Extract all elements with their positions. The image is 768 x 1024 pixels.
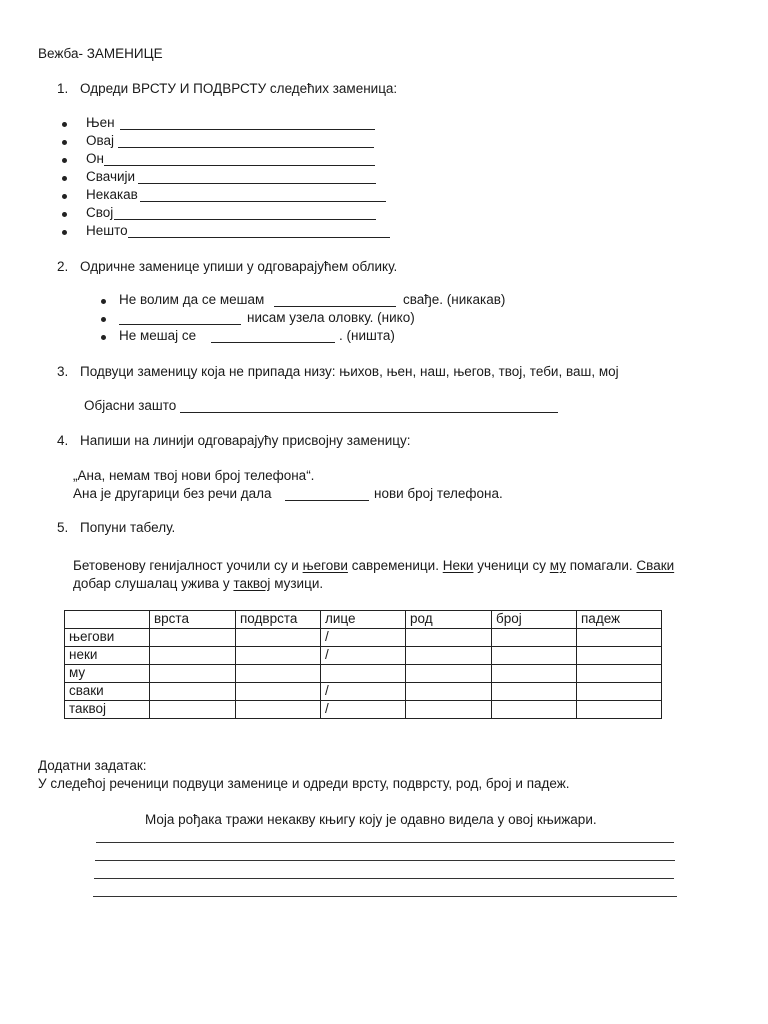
answer-line[interactable] — [128, 224, 390, 238]
task-1-item-label: Овај — [86, 133, 115, 148]
table-row — [65, 683, 662, 701]
bullet-icon — [101, 317, 106, 322]
task-5-paragraph-line-2 — [73, 576, 323, 591]
underlined-pronoun: Неки — [442, 558, 474, 573]
table-cell[interactable] — [150, 665, 236, 683]
table-cell[interactable] — [492, 665, 577, 683]
table-row-label: таквој — [65, 701, 150, 719]
table-cell[interactable] — [577, 701, 662, 719]
bullet-icon — [62, 176, 67, 181]
task-3-explain-label: Објасни зашто — [84, 398, 177, 413]
task-5-paragraph-line-1 — [73, 558, 723, 573]
paragraph-text: добар слушалац ужива у — [73, 576, 230, 591]
task-5-number: 5. — [57, 520, 69, 535]
bullet-icon — [101, 299, 106, 304]
table-header-cell: лице — [321, 611, 406, 629]
table-header-cell: број — [492, 611, 577, 629]
table-cell[interactable] — [236, 647, 321, 665]
table-cell[interactable] — [492, 683, 577, 701]
table-header-cell: род — [406, 611, 492, 629]
table-cell[interactable] — [236, 665, 321, 683]
task-1-item-label: Свачији — [86, 169, 136, 184]
table-cell[interactable] — [150, 647, 236, 665]
table-cell[interactable] — [577, 683, 662, 701]
table-row-label: му — [65, 665, 150, 683]
page-title: Вежба- ЗАМЕНИЦЕ — [38, 46, 163, 61]
task-1-item-label: Некакав — [86, 187, 138, 202]
answer-line[interactable] — [96, 842, 674, 843]
bullet-icon — [62, 158, 67, 163]
table-row-label: сваки — [65, 683, 150, 701]
table-cell[interactable] — [492, 701, 577, 719]
table-row-label: неки — [65, 647, 150, 665]
table-cell[interactable] — [236, 629, 321, 647]
paragraph-text: Бетовенову генијалност уочили су и — [73, 558, 299, 573]
table-cell[interactable]: / — [321, 683, 406, 701]
table-header-cell: подврста — [236, 611, 321, 629]
task-4-instruction: Напиши на линији одговарајућу присвојну заменицу: — [80, 433, 411, 448]
table-cell[interactable]: / — [321, 629, 406, 647]
pronoun-table — [64, 610, 662, 719]
task-2-sentence-3-end: . (ништа) — [339, 328, 395, 343]
bullet-icon — [62, 230, 67, 235]
table-cell[interactable] — [236, 701, 321, 719]
extra-task-title: Додатни задатак: — [38, 758, 147, 773]
task-1-item-label: Свој — [86, 205, 114, 220]
answer-line[interactable] — [104, 152, 375, 166]
extra-task-sentence: Моја рођака тражи некакву књигу коју је одавно видела у овој књижари. — [145, 812, 597, 827]
task-2-number: 2. — [57, 259, 69, 274]
answer-line[interactable] — [140, 188, 386, 202]
table-header-cell: врста — [150, 611, 236, 629]
task-1-item-label: Он — [86, 151, 104, 166]
task-4-sentence-start: Ана је другарици без речи дала — [73, 486, 272, 501]
table-cell[interactable] — [577, 647, 662, 665]
paragraph-text: савременици. — [351, 558, 439, 573]
bullet-icon — [62, 194, 67, 199]
table-cell[interactable] — [577, 629, 662, 647]
paragraph-text: помагали. — [569, 558, 633, 573]
underlined-pronoun: таквој — [233, 576, 271, 591]
table-cell[interactable] — [406, 665, 492, 683]
task-3-number: 3. — [57, 364, 69, 379]
table-cell[interactable] — [577, 665, 662, 683]
answer-line[interactable] — [118, 134, 374, 148]
paragraph-text: ученици су — [477, 558, 547, 573]
task-3-instruction: Подвуци заменицу која не припада низу: њихов, њен, наш, његов, твој, теби, ваш, мој — [80, 364, 619, 379]
extra-task-instruction: У следећој реченици подвуци заменице и одреди врсту, подврсту, род, број и падеж. — [38, 776, 570, 791]
answer-line[interactable] — [93, 896, 677, 897]
answer-line[interactable] — [119, 311, 241, 325]
answer-line[interactable] — [138, 170, 376, 184]
underlined-pronoun: Сваки — [636, 558, 675, 573]
answer-line[interactable] — [274, 293, 396, 307]
task-4-quote: „Ана, немам твој нови број телефона“. — [73, 468, 315, 483]
task-1-instruction: Одреди ВРСТУ И ПОДВРСТУ следећих заменица: — [80, 81, 398, 96]
task-4-sentence-end: нови број телефона. — [374, 486, 503, 501]
answer-line[interactable] — [94, 878, 674, 879]
task-2-sentence-2-end: нисам узела оловку. (нико) — [247, 310, 415, 325]
task-1-item-label: Нешто — [86, 223, 128, 238]
bullet-icon — [62, 212, 67, 217]
task-2-sentence-1-end: свађе. (никакав) — [403, 292, 506, 307]
table-cell[interactable] — [150, 701, 236, 719]
table-row — [65, 665, 662, 683]
bullet-icon — [62, 122, 67, 127]
underlined-pronoun: његови — [302, 558, 348, 573]
bullet-icon — [101, 335, 106, 340]
table-row — [65, 701, 662, 719]
bullet-icon — [62, 140, 67, 145]
table-header-cell: падеж — [577, 611, 662, 629]
paragraph-text: музици. — [274, 576, 324, 591]
table-cell[interactable] — [150, 683, 236, 701]
table-cell[interactable] — [150, 629, 236, 647]
table-cell[interactable] — [236, 683, 321, 701]
table-header-row — [65, 611, 662, 629]
task-2-sentence-3-start: Не мешај се — [119, 328, 197, 343]
task-2-instruction: Одричне заменице упиши у одговарајућем облику. — [80, 259, 398, 274]
answer-line[interactable] — [180, 399, 558, 413]
table-row — [65, 629, 662, 647]
table-cell[interactable] — [321, 665, 406, 683]
task-5-instruction: Попуни табелу. — [80, 520, 176, 535]
table-cell[interactable] — [406, 701, 492, 719]
table-row — [65, 647, 662, 665]
underlined-pronoun: му — [549, 558, 566, 573]
task-4-number: 4. — [57, 433, 69, 448]
answer-line[interactable] — [95, 860, 675, 861]
table-cell[interactable] — [406, 629, 492, 647]
answer-line[interactable] — [120, 116, 375, 130]
table-cell[interactable] — [406, 683, 492, 701]
table-cell[interactable] — [406, 647, 492, 665]
answer-line[interactable] — [114, 206, 376, 220]
task-2-sentence-1-start: Не волим да се мешам — [119, 292, 265, 307]
table-row-label: његови — [65, 629, 150, 647]
answer-line[interactable] — [285, 487, 369, 501]
table-cell[interactable] — [492, 647, 577, 665]
table-cell[interactable] — [492, 629, 577, 647]
table-cell[interactable]: / — [321, 647, 406, 665]
table-cell[interactable]: / — [321, 701, 406, 719]
task-1-item-label: Њен — [86, 115, 115, 130]
answer-line[interactable] — [211, 329, 335, 343]
table-header-cell — [65, 611, 150, 629]
task-1-number: 1. — [57, 81, 69, 96]
